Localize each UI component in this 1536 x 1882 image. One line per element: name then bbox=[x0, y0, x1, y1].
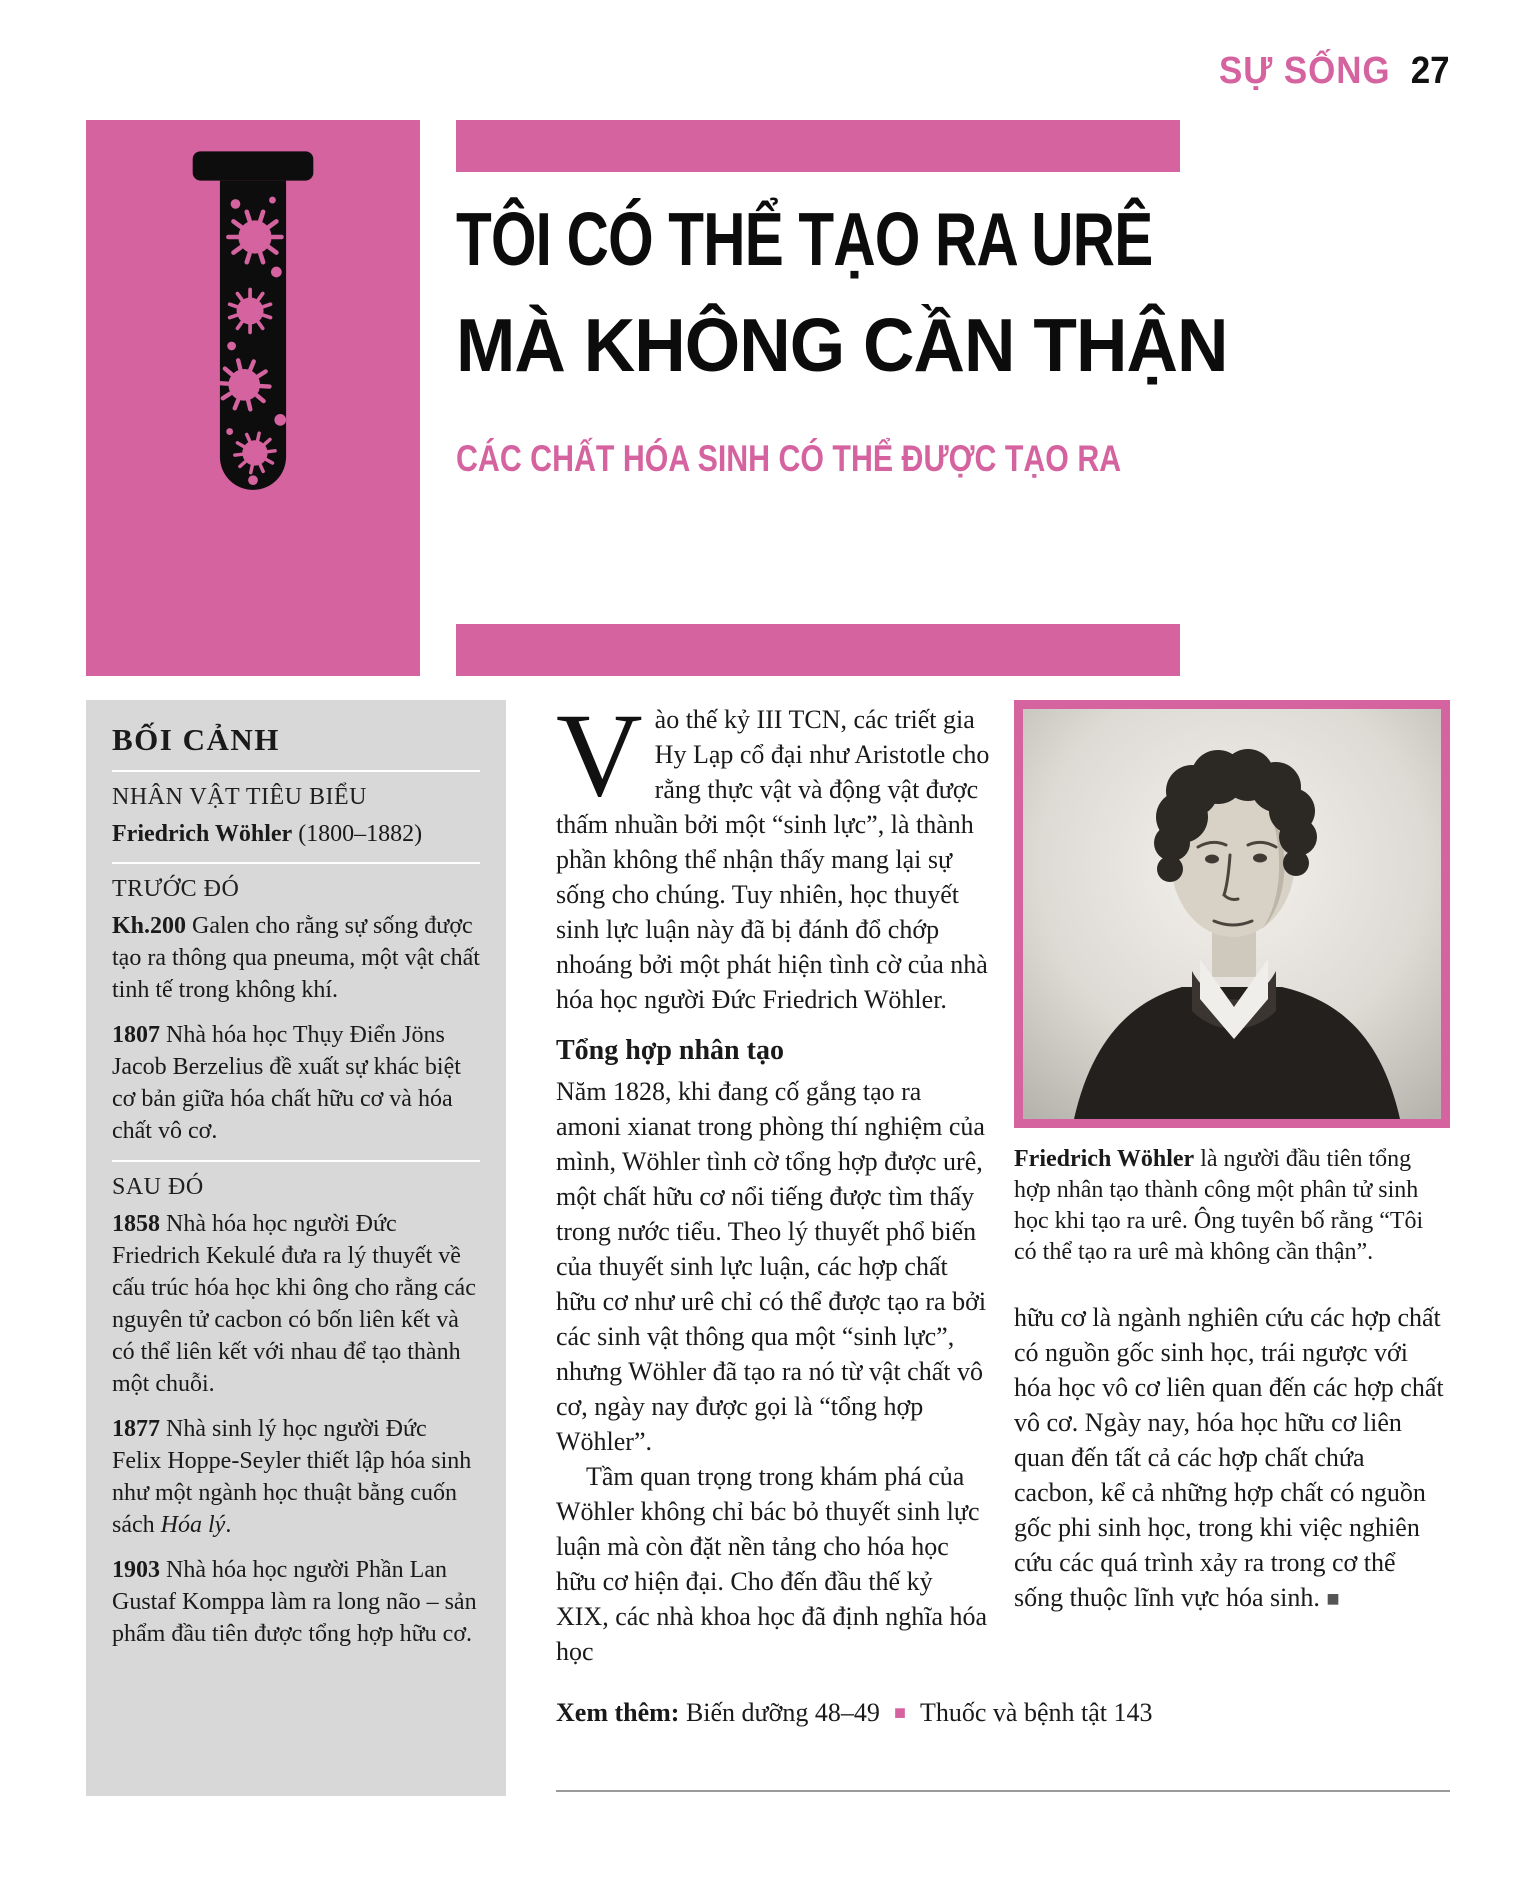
entry-year: 1807 bbox=[112, 1022, 160, 1048]
figure-name: Friedrich Wöhler bbox=[112, 821, 293, 847]
timeline-entry bbox=[112, 1019, 480, 1147]
entry-text: Nhà hóa học người Đức Friedrich Kekulé đưa ra lý thuyết về cấu trúc hóa học khi ông cho rằng các nguyên tử cacbon có bốn liên kết và có thể liên kết với nhau để tạo thành một chuỗi. bbox=[112, 1211, 476, 1397]
portrait-caption bbox=[1014, 1144, 1450, 1268]
caption-text: là người đầu tiên tổng hợp nhân tạo thành công một phân tử sinh học khi tạo ra urê. Ông tuyên bố rằng “Tôi có thể tạo ra urê mà không cần thận”. bbox=[1014, 1146, 1424, 1265]
entry-text: Galen cho rằng sự sống được tạo ra thông qua pneuma, một vật chất tinh tế trong không khí. bbox=[112, 913, 480, 1003]
divider bbox=[112, 1160, 480, 1162]
page-number: 27 bbox=[1411, 50, 1450, 92]
illustration-box bbox=[86, 120, 420, 676]
title-bottom-bar bbox=[456, 624, 1180, 676]
article-subtitle: CÁC CHẤT HÓA SINH CÓ THỂ ĐƯỢC TẠO RA bbox=[456, 438, 1122, 479]
entry-year: 1877 bbox=[112, 1416, 160, 1442]
figure-name-line bbox=[112, 818, 480, 850]
entry-book-title: Hóa lý bbox=[160, 1512, 226, 1538]
divider bbox=[112, 770, 480, 772]
separator-square-icon: ■ bbox=[893, 1702, 906, 1724]
body-paragraph: Tầm quan trọng trong khám phá của Wöhler không chỉ bác bỏ thuyết sinh lực luận mà còn đặt nền tảng cho hóa học hữu cơ hiện đại. Cho đến đầu thế kỷ XIX, các nhà khoa học đã định nghĩa hóa học bbox=[556, 1462, 988, 1666]
wohler-portrait bbox=[1014, 700, 1450, 1128]
article-right-column bbox=[1014, 700, 1450, 1616]
divider bbox=[112, 862, 480, 864]
drop-cap: V bbox=[556, 688, 643, 821]
article-subheading: Tổng hợp nhân tạo bbox=[556, 1035, 784, 1066]
portrait-image bbox=[1023, 709, 1441, 1119]
continuation-text: hữu cơ là ngành nghiên cứu các hợp chất có nguồn gốc sinh học, trái ngược với hóa học vô cơ liên quan đến các hợp chất vô cơ. Ngày nay, hóa học hữu cơ liên quan đến tất cả các hợp chất chứa cacbon, kể cả những hợp chất có nguồn gốc phi sinh học, trong khi việc nghiên cứu các quá trình xảy ra trong cơ thể sống thuộc lĩnh vực hóa sinh. bbox=[1014, 1303, 1444, 1612]
entry-text: Nhà sinh lý học người Đức Felix Hoppe-Seyler thiết lập hóa sinh như một ngành học thuật bằng cuốn sách bbox=[112, 1416, 472, 1538]
context-sidebar bbox=[86, 700, 506, 1796]
intro-text: ào thế kỷ III TCN, các triết gia Hy Lạp cổ đại như Aristotle cho rằng thực vật và động vật được thấm nhuần bởi một “sinh lực”, là thành phần không thể nhận thấy mang lại sự sống cho chúng. Tuy nhiên, học thuyết sinh lực luận này đã bị đánh đổ chớp nhoáng bởi một phát hiện tình cờ của nhà hóa học người Đức Friedrich Wöhler. bbox=[556, 705, 990, 1014]
test-tube-icon bbox=[146, 134, 360, 554]
before-section-label: TRƯỚC ĐÓ bbox=[112, 876, 240, 902]
entry-text: Nhà hóa học Thụy Điển Jöns Jacob Berzelius đề xuất sự khác biệt cơ bản giữa hóa chất hữu cơ và hóa chất vô cơ. bbox=[112, 1022, 461, 1144]
caption-name: Friedrich Wöhler bbox=[1014, 1146, 1195, 1172]
title-block bbox=[456, 120, 1228, 676]
entry-text-after: . bbox=[225, 1512, 232, 1538]
bottom-rule bbox=[556, 1790, 1450, 1792]
body-paragraph: Năm 1828, khi đang cố gắng tạo ra amoni xianat trong phòng thí nghiệm của mình, Wöhler tình cờ tổng hợp được urê, một chất hữu cơ nổi tiếng được tìm thấy trong nước tiểu. Theo lý thuyết phổ biến của thuyết sinh lực luận, các hợp chất hữu cơ như urê chỉ có thể được tạo ra bởi các sinh vật thông qua một “sinh lực”, nhưng Wöhler đã tạo ra nó từ vật chất vô cơ, ngày nay được gọi là “tổng hợp Wöhler”. bbox=[556, 1077, 987, 1456]
see-also-item: Thuốc và bệnh tật 143 bbox=[920, 1698, 1153, 1727]
see-also-line bbox=[556, 1698, 1450, 1728]
body-paragraph-continuation bbox=[1014, 1300, 1450, 1616]
title-line-1: TÔI CÓ THỂ TẠO RA URÊ bbox=[456, 197, 1153, 281]
entry-year: 1858 bbox=[112, 1211, 160, 1237]
see-also-footer bbox=[556, 1698, 1450, 1792]
page-header bbox=[1219, 50, 1450, 93]
entry-year: Kh.200 bbox=[112, 913, 187, 939]
entry-year: 1903 bbox=[112, 1557, 160, 1583]
figure-section-label: NHÂN VẬT TIÊU BIỂU bbox=[112, 784, 367, 810]
timeline-entry bbox=[112, 910, 480, 1006]
article-title bbox=[456, 186, 1349, 398]
timeline-entry bbox=[112, 1554, 480, 1650]
article-main-column bbox=[556, 688, 990, 1669]
after-section-label: SAU ĐÓ bbox=[112, 1174, 204, 1200]
end-of-article-square: ■ bbox=[1326, 1586, 1340, 1611]
intro-paragraph bbox=[556, 688, 990, 1017]
section-label: SỰ SỐNG bbox=[1219, 50, 1391, 92]
entry-text: Nhà hóa học người Phần Lan Gustaf Komppa làm ra long não – sản phẩm đầu tiên được tổng hợp hữu cơ. bbox=[112, 1557, 477, 1647]
figure-dates: (1800–1882) bbox=[298, 821, 423, 847]
see-also-item: Biến dưỡng 48–49 bbox=[685, 1698, 880, 1727]
see-also-label: Xem thêm: bbox=[556, 1698, 680, 1727]
title-line-2: MÀ KHÔNG CẦN THẬN bbox=[456, 303, 1228, 387]
timeline-entry bbox=[112, 1208, 480, 1400]
timeline-entry bbox=[112, 1413, 480, 1541]
context-title: BỐI CẢNH bbox=[112, 722, 280, 757]
title-top-bar bbox=[456, 120, 1180, 172]
